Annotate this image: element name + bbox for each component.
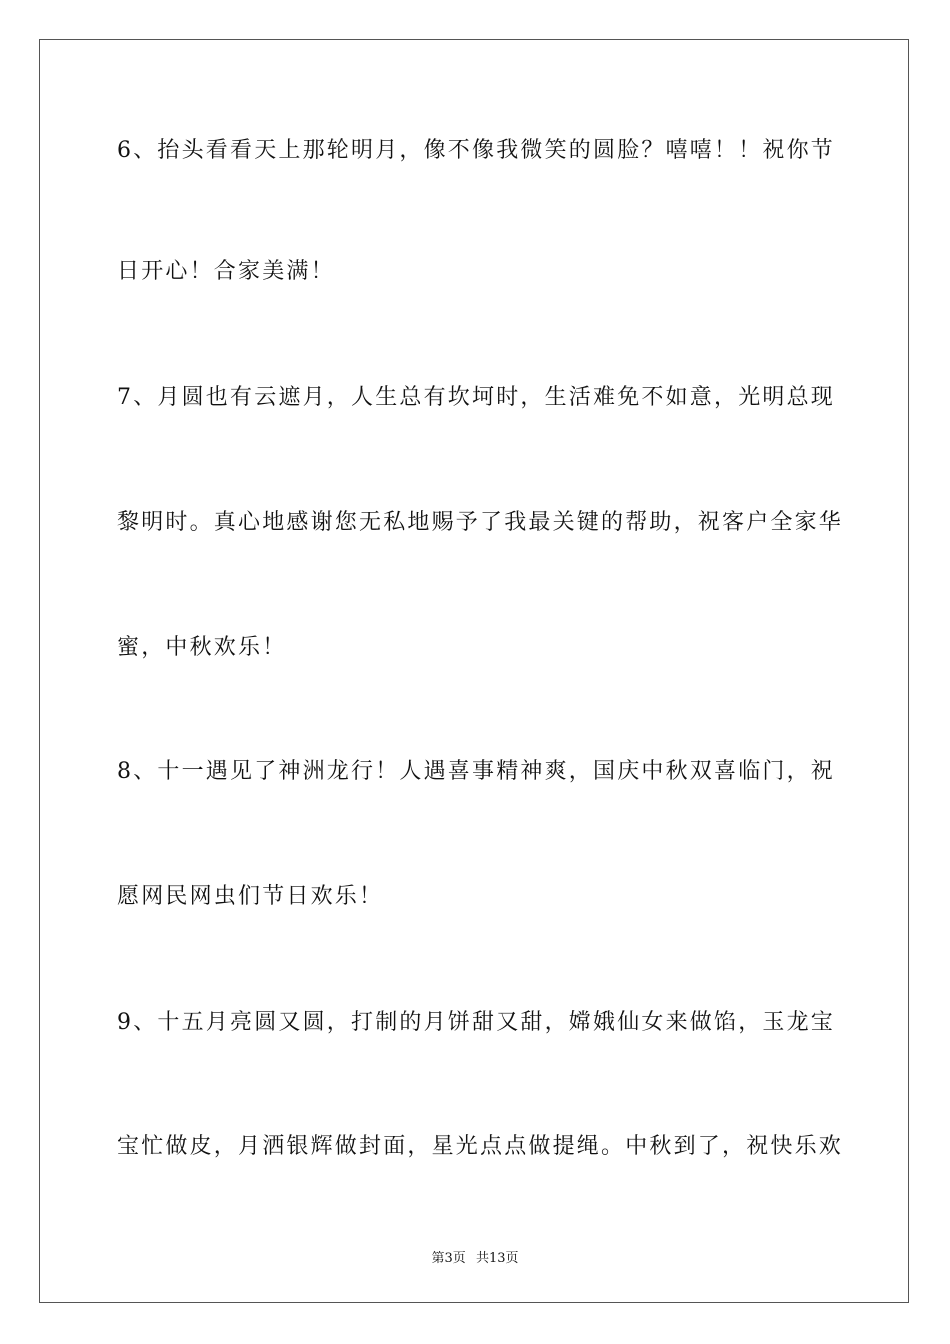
text-line-6: 8、十一遇见了神洲龙行！人遇喜事精神爽，国庆中秋双喜临门，祝 — [117, 759, 835, 784]
text-line-4: 黎明时。真心地感谢您无私地赐予了我最关键的帮助，祝客户全家华 — [117, 510, 844, 535]
page-number: 第3页 — [431, 1251, 466, 1266]
page-footer — [0, 1247, 950, 1266]
text-line-9: 宝忙做皮，月洒银辉做封面，星光点点做提绳。中秋到了，祝快乐欢 — [117, 1134, 844, 1159]
text-line-3: 7、月圆也有云遮月，人生总有坎坷时，生活难免不如意，光明总现 — [117, 385, 835, 410]
text-line-5: 蜜，中秋欢乐！ — [117, 635, 287, 660]
text-line-2: 日开心！合家美满！ — [117, 259, 335, 284]
text-line-7: 愿网民网虫们节日欢乐！ — [117, 884, 384, 909]
text-line-1: 6、抬头看看天上那轮明月，像不像我微笑的圆脸？嘻嘻！！祝你节 — [117, 138, 835, 163]
page-border — [39, 39, 909, 1303]
text-line-8: 9、十五月亮圆又圆，打制的月饼甜又甜，嫦娥仙女来做馅，玉龙宝 — [117, 1010, 835, 1035]
page-total: 共13页 — [475, 1251, 519, 1266]
